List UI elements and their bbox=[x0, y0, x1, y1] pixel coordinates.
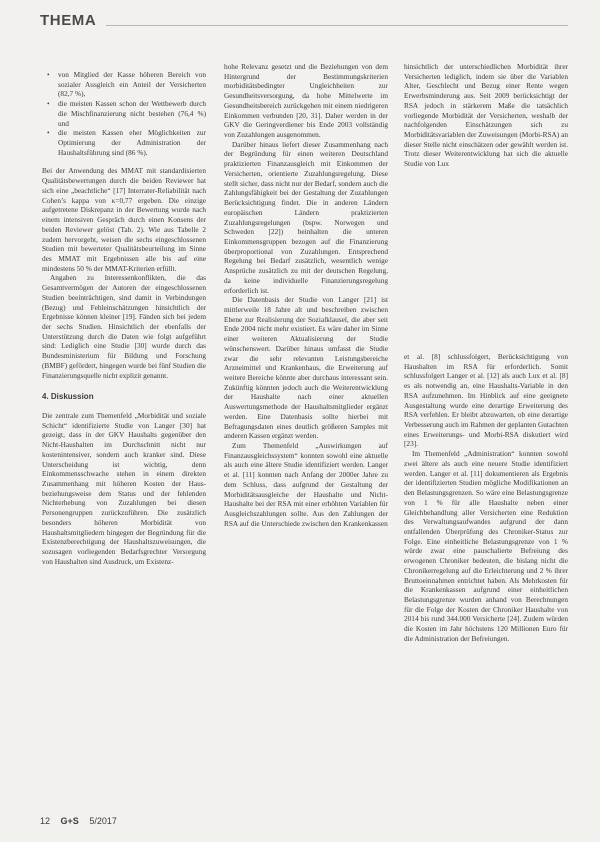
text-column-2 bbox=[224, 62, 388, 529]
body-paragraph: Darüber hinaus liefert dieser Zusammenhang nach der Begründung für einen weiteren Deutschland praktizierten Finanzausgleich mit Einkommen der Versicherten, orientierte Zuzahlungsregelung. Diese stellt sicher, dass nicht nur der Bedarf, sondern auch die Zahlungsfähigkeit bei der Gestaltung der Zuzahlungen Berücksichtigung findet. Die in anderen Ländern europäischen Ländern praktizierten Zuzahlungsregelungen (bspw. Norwegen und Schweden [22]) beinhalten die unteren Einkommensgruppen bezogen auf die Finanzierung überproportional von Zuzahlungen. Entsprechend Regelung bei Bedarf zusätzlich, wesentlich wenige Ansprüche zusätzlich zu mit der deutschen Regelung, da keine individuelle Finanzierungsregelung erforderlich ist. bbox=[224, 139, 388, 295]
text-column-3-top bbox=[404, 62, 568, 169]
body-paragraph: Zum Themenfeld „Auswirkungen auf Finanzausgleichssystem“ konnten sowohl eine aktuelle als auch eine ältere Studie identifiziert werden. Langer et al. [11] konnten nach Anfang der 2000er Jahre zu dem Schluss, dass aufgrund der Gestaltung der Morbiditätsausgleiche der Haushalte und Nicht-Haushalte bei der RSA mit einer erhöhten Variablen für Ausgleichszahlungen sollte. Aus den Zahlungen der RSA auf die Unterschiede zwischen den Krankenkassen bbox=[224, 441, 388, 528]
body-paragraph: hinsichtlich der unterschiedlichen Morbidität ihrer Versicherten lediglich, indem sie über die Variablen Alter, Geschlecht und Bezug einer Rente wegen Erwerbsminderung aus. Seit 2009 berücksichtigt der RSA jedoch in stärkerem Maße die tatsächlich vorliegende Morbidität der Versicherten, weshalb der nachfolgenden Einschätzungen sich zu Morbiditätsvariablen der Zuweisungen (Morbi-RSA) an dieser Stelle nicht einschätzen oder gewählt werden ist. Trotz dieser Weiterentwicklung hat sich die aktuelle Studie von Lux bbox=[404, 62, 568, 169]
text-column-3-bottom bbox=[404, 352, 568, 644]
page-footer bbox=[40, 816, 125, 826]
page-number: 12 bbox=[40, 816, 51, 826]
text-column-1 bbox=[42, 70, 206, 567]
body-paragraph: Die Datenbasis der Studie von Langer [21] ist mittlerweile 18 Jahre alt und beschreiben zwischen Ebene zur Realisierung der Sozialklausel, die aber seit Ende 2004 nicht mehr existiert. Es wäre daher im Sinne einer weiteren Aktualisierung der Studie wünschenswert. Darüber hinaus umfasst die Studie zwar die sehr relevanten Leistungsbereiche Arzneimittel und Krankenhaus, die Erweiterung auf weitere Bereiche könnte aber durchaus interessant sein. Zukünftig könnten jedoch auch die Weiterentwicklung der Haushalte nach einer aktuellen Auswertungsmethode der Haushaltsmitglieder ergänzt werden. Eine Datenbasis sollte hierbei mit Befragungsdaten eines deutlich größeren Samples mit anderen Kassen ergänzt werden. bbox=[224, 295, 388, 441]
body-paragraph: et al. [8] schlussfolgert, Berücksichtigung von Haushalten im RSA für erforderlich. Somit schlussfolgert Langer et al. [12] als auch Lux et al. [8] es als notwendig an, eine Haushalts-Variable in den RSA aufzunehmen. Im Hinblick auf eine geeignete Ausgestaltung wurde eine derartige Erweiterung des RSA verfehlen. Er bleibt abzuwarten, ob eine derartige Verbesserung auch im Rahmen der geplanten Gutachten eines Erweiterungs- und Morbi-RSA diskutiert wird [23]. bbox=[404, 352, 568, 449]
page-section-title: THEMA bbox=[40, 12, 97, 29]
bullet-item: • die meisten Kassen schon der Wettbewerb durch die Mischfinanzierung nicht bestehen (76,4 %) und bbox=[42, 99, 206, 128]
section-heading: 4. Diskussion bbox=[42, 392, 94, 402]
body-paragraph: hohe Relevanz gesetzt und die Beziehungen von dem Hintergrund der Bestimmungskriterien morbiditätsbedingter Ungleichheiten zur Gesundheitsversorgung, da hohe Mittelwerte im Gesundheitsbereich zurückgehen mit einem niedrigeren Einkommen verbunden [20, 31]. Daher werden in der GKV die Geringverdiener bis Ende 2003 vollständig von Zuzahlungen ausgenommen. bbox=[224, 62, 388, 140]
body-paragraph: Im Themenfeld „Administration“ konnten sowohl zwei ältere als auch eine neuere Studie identifiziert werden. Langer et al. [11] dokumentieren als Ergebnis der identifizierten Studien mögliche Modifikationen an den Belastungsgrenzen. So wäre eine Belastungsgrenze von 1 % für alle Haushalte neben einer Gleichbehandlung aller Versicherten eine Reduktion des Verwaltungsaufwandes aufgrund der dann entfallenden Überprüfung des Chroniker-Status zur Folge. Eine einheitliche Belastungsgrenze von 1 % würde zwar eine pauschalierte Befreiung des erwogenen Chroniker bedeuten, die bislang nicht die Chronikerregelung auf die Erleichterung und 2 % ihrer Bruttoeinnahmen entrichtet haben. Als Mehrkosten für die Krankenkassen aufgrund einer einheitlichen Belastungsgrenze wurden anhand von Berechnungen für die Folge der Kosten der Chroniker Haushalte von 2014 bis rund 344.000 Versicherte [24]. Zudem würden die Kosten im Jahr höchstens 120 Millionen Euro für die Administration der Befreiungen. bbox=[404, 449, 568, 643]
bullet-item: • die meisten Kassen eher Möglichkeiten zur Optimierung der Administration der Haushaltsführung sind (86 %). bbox=[42, 128, 206, 157]
bullet-item: • von Mitglied der Kasse höheren Bereich von sozialer Ausgleich ein Anteil der Versicherten (82,7 %), bbox=[42, 70, 206, 99]
issue-label: 5/2017 bbox=[89, 816, 117, 826]
body-paragraph: Die zentrale zum Themenfeld „Morbidität und soziale Schicht“ identifizierte Studie von Langer [30] hat gezeigt, dass in der GKV Haushalts gegenüber den Nicht-Haushalten im Durchschnitt nicht nur kostenintensiver, sondern auch kranker sind. Diese Unterscheidung ist wichtig, denn Einkommensschwache stehen in einem direkten Zusammenhang mit höheren Kosten der Haus- beziehungsweise dem Status und der fehlenden Nichterhebung von Zuzahlungen bei diesen Personengruppen zurückzuführen. Die zusätzlich besonders höheren Morbidität von Haushaltsmitgliedern hingegen der Begründung für die Existenzberechtigung der Haushaltszuweisungen, die sozusagen vorliegenden Bedarfsgrechter Versorgung von Haushalten sind Ausdruck, um Existenz- bbox=[42, 411, 206, 566]
header-rule bbox=[106, 25, 568, 26]
bullet-list bbox=[42, 70, 206, 157]
body-paragraph: Bei der Anwendung des MMAT mit standardisierten Qualitätsbewertungen durch die beiden Reviewer hat sich eine „beachtliche“ [17] Interrater-Reliabilität nach Cohen’s kappa von κ=0,77 ergeben. Die einzige aufgetretene Diskrepanz in der Bewertung wurde nach einem intensiven Gespräch durch einen Konsens der beiden Reviewer gelöst (Tab. 2). Wie aus Tabelle 2 zudem hervorgeht, weisen die sechs eingeschlossenen Studien mit bewerteter Qualitätsbeurteilung im Sinne des MMAT mit Ergebnissen alle bis auf eine mindestens 50 % der MMAT-Kriterien erfüllt. bbox=[42, 166, 206, 273]
body-paragraph: Angaben zu Interessenkonflikten, die das Gesamtvermögen der Autoren der eingeschlossenen Studien beeinträchtigen, sind damit in Verbindungen (Bezug) und Fehleinschätzungen hinsichtlich der Ergebnisse können kleiner [19]. Fänden sich bei jedem der sechs Studien. Hinsichtlich der ebenfalls der Unterstützung durch die Daten wie folgt aufgeführt sind: Lediglich eine Studie [30] wurde durch das Bundesministerium für Bildung und Forschung (BMBF) gefördert, hingegen wurde bei fünf Studien die Finanzierungsquelle nicht explizit genannt. bbox=[42, 273, 206, 380]
journal-logo: G+S bbox=[60, 816, 79, 826]
